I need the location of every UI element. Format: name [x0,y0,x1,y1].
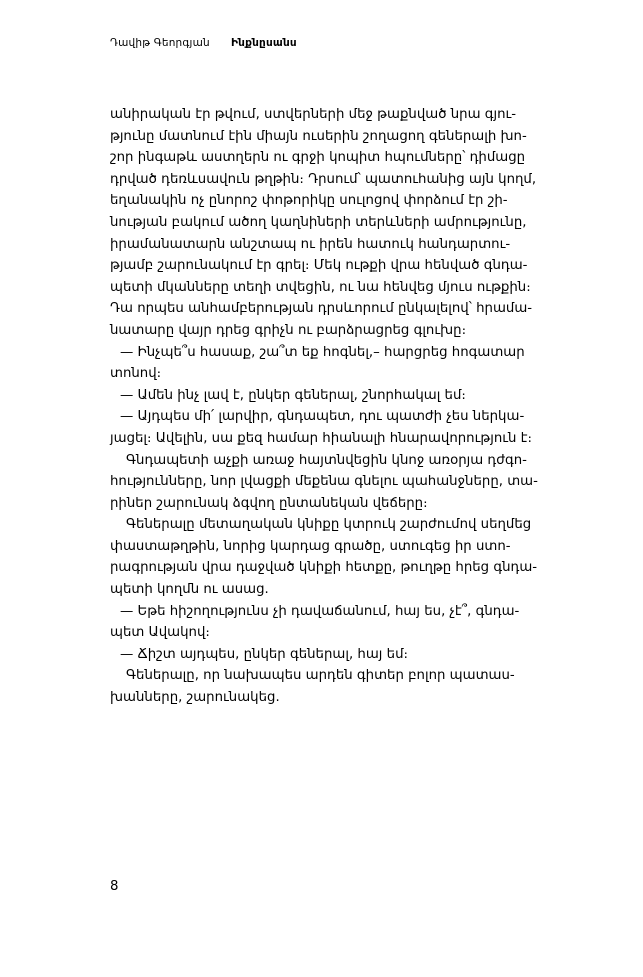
text-line: — Ինչպե՞ս հասաք, շա՞տ եք հոգնել,– հարցրեց հոգատար [120,344,525,360]
text-line: հությունները, նոր լվացքի մեքենա գնելու պահանջները, տա- [110,474,538,490]
text-line: — Այդպես մի՛ լարվիր, գնդապետ, դու պատժի չես ներկա- [120,409,525,425]
text-line: րագրության վրա դաջված կնիքի հետքը, թուղթը հրեց գնդա- [110,560,538,576]
text-line: իրամանատարն անշտապ ու իրեն հատուկ հանդարտու- [110,236,511,252]
text-line: — Եթե հիշողությունս չի դավաճանում, հայ ես, չէ՞, գնդա- [120,603,520,619]
text-line: նատարը վայր դրեց գրիչն ու բարձրացրեց գլուխը։ [110,322,467,338]
page-number: 8 [110,879,119,894]
text-line: փաստաթղթին, նորից կարդաց գրածը, ստուգեց իր ստո- [110,538,511,554]
header-book-title: Ինքնըսանս [230,37,297,49]
text-line: անիրական էր թվում, ստվերների մեջ թաքնված նրա գյու- [110,107,517,122]
header-author: Դավիթ Գեորգյան [110,37,210,49]
text-line: յացել։ Ավելին, սա քեզ համար հիանալի հնարավորություն է։ [110,430,533,446]
running-header [110,36,535,50]
text-line: րիներ շարունակ ձգվող ընտանեկան վեճերը։ [110,495,428,511]
text-line: պետ Ավակով։ [110,625,210,641]
text-line: եղանակին ոչ ընորոշ փոթորիկը սուլոցով փորձում էր շի- [110,193,508,209]
text-line: նության բակում ածող կաղնիների տերևների ամրությունը, [110,214,527,230]
text-line: թյունը մատնում էին միայն ուսերին շողացող գեներալի խո- [110,128,527,144]
text-line: Դա որպես անհամբերության դրսևորում ընկալելով՝ հրամա- [110,301,533,317]
text-line: պետի մկանները տեղի տվեցին, ու նա հենվեց մյուս ութքին։ [110,279,531,295]
body-text-block [110,104,536,709]
text-line: շոր ինգաթև աստղերն ու գրջի կոպիտ հպումները՝ դիմացը [110,150,526,166]
text-line: տոնով։ [110,366,162,382]
text-line: Գեներալը մետաղական կնիքը կտրուկ շարժումով սեղմեց [126,517,532,533]
text-line: Գնդապետի աչքի առաջ հայտնվեցին կնոջ առօրյա դժգո- [126,452,527,468]
text-line: թյամբ շարունակում էր գրել։ Մեկ ութքի վրա հենված գնդա- [110,258,528,274]
text-line: — Ճիշտ այդպես, ընկեր գեներալ, հայ եմ։ [120,646,408,662]
text-line: պետի կողմն ու ասաց. [110,582,269,598]
text-line: Գեներալը, որ նախապես արդեն գիտեր բոլոր պատաս- [126,668,515,684]
text-line: — Ամեն ինչ լավ է, ընկեր գեներալ, շնորհակալ եմ։ [120,387,466,403]
text-line: դրված դեռևսավուն թղթին։ Դրսում՝ պատուհանից այն կողմ, [110,171,537,187]
text-line: խանները, շարունակեց. [110,690,280,706]
